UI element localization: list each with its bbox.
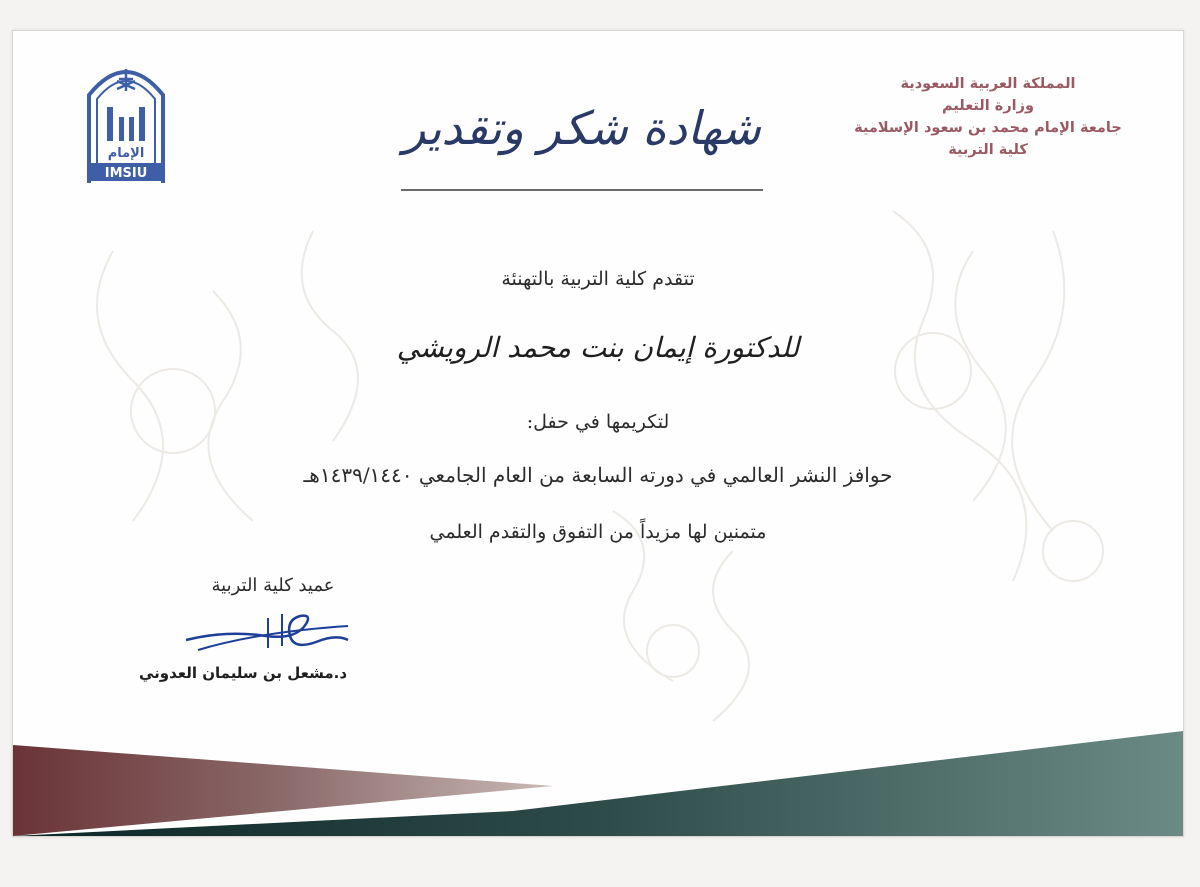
header-ministry: وزارة التعليم — [941, 98, 1034, 114]
institution-header — [823, 73, 1153, 161]
decorative-bottom-band-icon — [13, 731, 1183, 836]
recipient-name: للدكتورة إيمان بنت محمد الرويشي — [396, 331, 800, 364]
logo-latin-text: IMSIU — [104, 166, 148, 181]
intro-line: تتقدم كلية التربية بالتهنئة — [501, 268, 695, 290]
header-country: المملكة العربية السعودية — [900, 76, 1076, 92]
certificate-title: شهادة شكر وتقدير — [403, 101, 761, 155]
signatory-title: عميد كلية التربية — [211, 575, 335, 596]
signature-icon — [178, 596, 358, 666]
wish-line: متمنين لها مزيداً من التفوق والتقدم العلمي — [429, 521, 767, 543]
logo-arabic-text: الإمام — [107, 146, 145, 161]
title-underline — [401, 189, 763, 191]
title-block — [401, 71, 763, 196]
header-university: جامعة الإمام محمد بن سعود الإسلامية — [854, 120, 1122, 136]
university-logo-icon — [83, 55, 169, 185]
program-line: حوافز النشر العالمي في دورته السابعة من العام الجامعي ١٤٣٩/١٤٤٠هـ — [303, 463, 893, 487]
certificate-frame — [12, 30, 1184, 837]
honor-line: لتكريمها في حفل: — [526, 411, 670, 433]
signatory-name: د.مشعل بن سليمان العدوني — [138, 664, 348, 682]
header-college: كلية التربية — [948, 142, 1028, 158]
